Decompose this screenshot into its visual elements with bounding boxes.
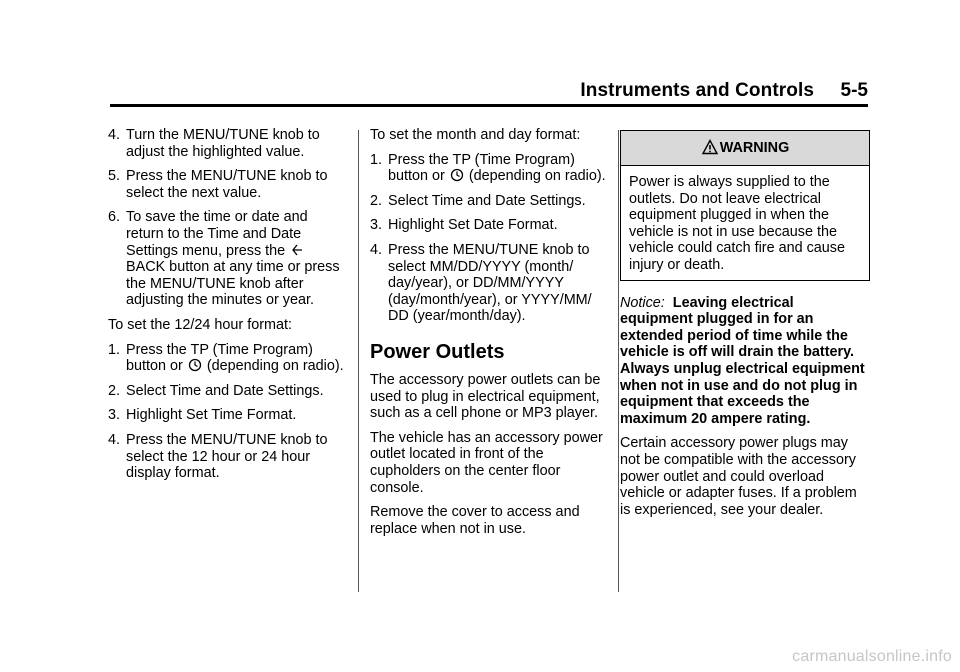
list-item xyxy=(370,193,610,210)
column-3 xyxy=(620,127,870,526)
column-divider xyxy=(618,130,619,592)
list-item xyxy=(370,242,610,325)
list-item xyxy=(108,407,348,424)
page-header xyxy=(110,80,868,106)
warning-text: Power is always supplied to the outlets. Do not leave electrical equipment plugged in when the vehicle is not in use because the vehicle could catch fire and cause injury or death. xyxy=(629,174,845,273)
paragraph: Remove the cover to access and replace when not in use. xyxy=(370,504,580,537)
list-item xyxy=(108,342,348,375)
back-arrow-icon xyxy=(290,243,304,257)
step-text: Press the MENU/TUNE knob to select the next value. xyxy=(126,168,328,201)
list-item xyxy=(108,432,348,482)
step-text-part: Press the TP (Time Program) button or xyxy=(388,151,575,185)
step-number: 1. xyxy=(370,151,383,168)
warning-triangle-icon xyxy=(702,139,718,155)
page-number: 5-5 xyxy=(840,80,868,101)
paragraph: The accessory power outlets can be used to plug in electrical equipment, such as a cell phone or MP3 player. xyxy=(370,371,601,422)
warning-title: WARNING xyxy=(719,140,790,156)
paragraph: The vehicle has an accessory power outlet located in front of the cupholders on the center floor console. xyxy=(370,429,603,496)
step-text: Highlight Set Date Format. xyxy=(388,217,558,234)
step-text: Press the MENU/TUNE knob to select MM/DD/YYYY (month/ day/year), or DD/MM/YYYY (day/month/year), or YYYY/MM/ DD (year/month/day). xyxy=(388,241,592,325)
list-item xyxy=(108,168,348,201)
step-text xyxy=(126,209,348,309)
step-number: 1. xyxy=(108,341,121,358)
intro-hour-format: To set the 12/24 hour format: xyxy=(108,316,292,333)
warning-box xyxy=(620,130,870,281)
step-text xyxy=(388,152,610,185)
step-number: 4. xyxy=(108,127,121,143)
step-text: Select Time and Date Settings. xyxy=(388,192,586,209)
step-text-part: (depending on radio). xyxy=(206,358,344,375)
notice-text: Leaving electrical equipment plugged in for an extended period of time while the vehicle is off will drain the battery. Always unplug electrical equipment when not in use and do not plug in equipment that exceeds the maximum 20 ampere rating. xyxy=(620,294,865,427)
list-item xyxy=(108,209,348,309)
step-number: 3. xyxy=(370,217,383,234)
step-number: 5. xyxy=(108,168,121,185)
notice xyxy=(620,295,870,428)
column-2 xyxy=(370,127,610,545)
clock-icon xyxy=(188,358,202,372)
step-number: 6. xyxy=(108,209,121,226)
step-text-part: To save the time or date and return to the Time and Date Settings menu, press the xyxy=(126,209,308,259)
notice-label: Notice: xyxy=(620,294,665,311)
header-rule xyxy=(110,104,868,107)
watermark: carmanualsonline.info xyxy=(792,648,952,665)
step-text-part: BACK button at any time or press the MENU/TUNE knob after adjusting the minutes or year. xyxy=(126,259,340,309)
section-title: Power Outlets xyxy=(370,340,505,363)
step-text: Highlight Set Time Format. xyxy=(126,407,297,424)
step-number: 4. xyxy=(370,241,383,258)
step-text: Press the MENU/TUNE knob to select the 12 hour or 24 hour display format. xyxy=(126,431,328,482)
list-item xyxy=(370,152,610,185)
column-divider xyxy=(358,130,359,592)
list-item xyxy=(108,127,348,160)
section-header-title: Instruments and Controls xyxy=(580,80,814,101)
step-text-part: Press the TP (Time Program) button or xyxy=(126,341,313,375)
warning-header xyxy=(621,131,869,166)
column-1 xyxy=(108,127,348,490)
step-number: 2. xyxy=(370,192,383,209)
list-item xyxy=(108,383,348,400)
paragraph: Certain accessory power plugs may not be compatible with the accessory power outlet and could overload vehicle or adapter fuses. If a problem is experienced, see your dealer. xyxy=(620,435,857,518)
intro-date-format: To set the month and day format: xyxy=(370,127,581,143)
step-text-part: (depending on radio). xyxy=(468,168,606,185)
step-text xyxy=(126,342,348,375)
step-text: Select Time and Date Settings. xyxy=(126,382,324,399)
list-item xyxy=(370,217,610,234)
step-text: Turn the MENU/TUNE knob to adjust the highlighted value. xyxy=(126,127,320,160)
clock-icon xyxy=(450,168,464,182)
step-number: 2. xyxy=(108,382,121,399)
step-number: 4. xyxy=(108,431,121,448)
step-number: 3. xyxy=(108,407,121,424)
